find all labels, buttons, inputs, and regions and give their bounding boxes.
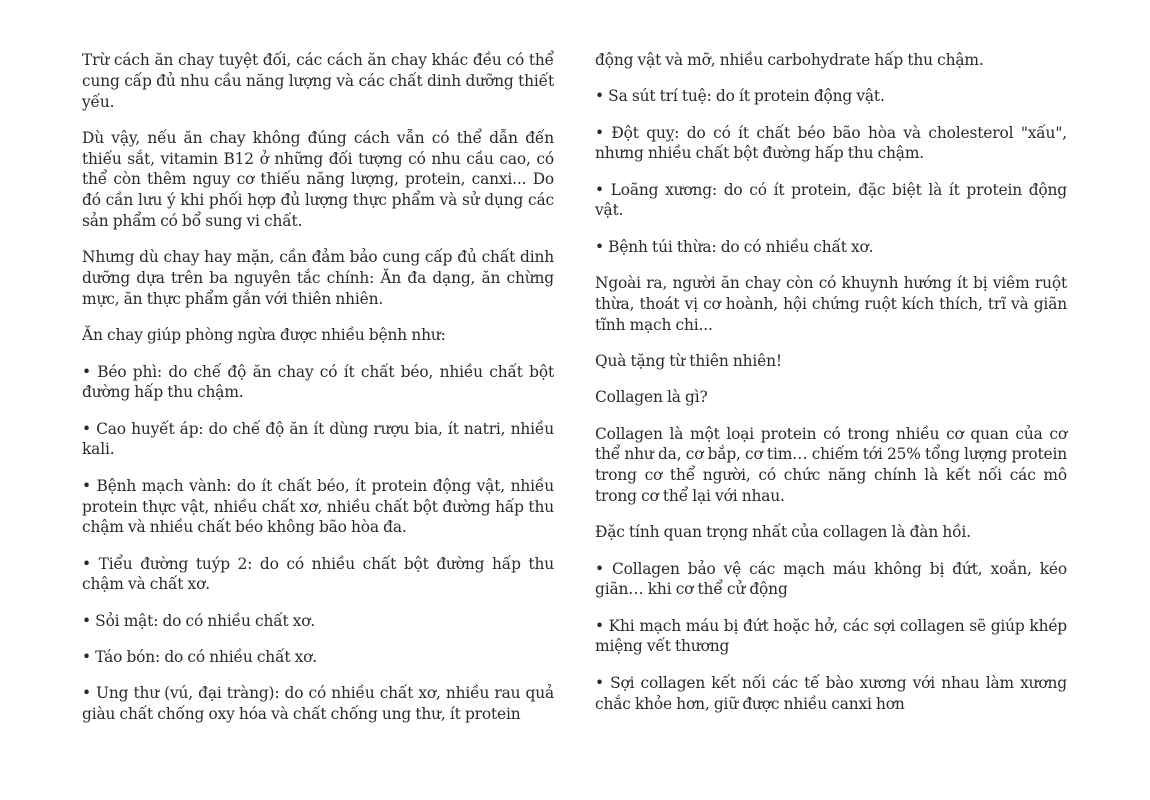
paragraph: Ăn chay giúp phòng ngừa được nhiều bệnh như: <box>82 326 446 345</box>
bullet-item: • Bệnh mạch vành: do ít chất béo, ít protein động vật, nhiều protein thực vật, nhiều chất xơ, nhiều chất bột đường hấp thu chậm và nhiều chất béo không bão hòa đa. <box>82 476 554 537</box>
bullet-item: • Khi mạch máu bị đứt hoặc hở, các sợi collagen sẽ giúp khép miệng vết thương <box>595 616 1067 656</box>
bullet-item: • Sa sút trí tuệ: do ít protein động vật. <box>595 87 885 106</box>
bullet-item: • Tiểu đường tuýp 2: do có nhiều chất bột đường hấp thu chậm và chất xơ. <box>82 554 554 594</box>
paragraph: Dù vậy, nếu ăn chay không đúng cách vẫn có thể dẫn đến thiếu sắt, vitamin B12 ở những đối tượng có nhu cầu cao, có thể còn thêm nguy cơ thiếu năng lượng, protein, canxi... Do đó cần lưu ý khi phối hợp đủ lượng thực phẩm và sử dụng các sản phẩm có bổ sung vi chất. <box>82 128 554 231</box>
section-heading: Quà tặng từ thiên nhiên! <box>595 351 782 370</box>
paragraph: Nhưng dù chay hay mặn, cần đảm bảo cung cấp đủ chất dinh dưỡng dựa trên ba nguyên tắc chính: Ăn đa dạng, ăn chừng mực, ăn thực phẩm gắn với thiên nhiên. <box>82 248 554 308</box>
bullet-item: • Cao huyết áp: do chế độ ăn ít dùng rượu bia, ít natri, nhiều kali. <box>82 419 554 459</box>
paragraph: Ngoài ra, người ăn chay còn có khuynh hướng ít bị viêm ruột thừa, thoát vị cơ hoành, hội chứng ruột kích thích, trĩ và giãn tĩnh mạch chi... <box>595 274 1067 334</box>
paragraph: Đặc tính quan trọng nhất của collagen là đàn hồi. <box>595 523 971 542</box>
bullet-item: • Bệnh túi thừa: do có nhiều chất xơ. <box>595 237 874 256</box>
bullet-item: • Đột quỵ: do có ít chất béo bão hòa và cholesterol "xấu", nhưng nhiều chất bột đường hấp thu chậm. <box>595 123 1067 163</box>
paragraph: động vật và mỡ, nhiều carbohydrate hấp thu chậm. <box>595 51 984 69</box>
bullet-item: • Sỏi mật: do có nhiều chất xơ. <box>82 611 316 630</box>
section-heading: Collagen là gì? <box>595 388 708 407</box>
bullet-item: • Ung thư (vú, đại tràng): do có nhiều chất xơ, nhiều rau quả giàu chất chống oxy hóa và chất chống ung thư, ít protein <box>82 684 554 724</box>
bullet-item: • Collagen bảo vệ các mạch máu không bị đứt, xoắn, kéo giãn… khi cơ thể cử động <box>595 559 1067 599</box>
bullet-item: • Sợi collagen kết nối các tế bào xương với nhau làm xương chắc khỏe hơn, giữ được nhiều canxi hơn <box>595 673 1067 713</box>
right-column <box>595 50 1067 730</box>
paragraph: Collagen là một loại protein có trong nhiều cơ quan của cơ thể như da, cơ bắp, cơ tim… chiếm tới 25% tổng lượng protein trong cơ thể người, có chức năng chính là kết nối các mô trong cơ thể lại với nhau. <box>595 424 1067 505</box>
bullet-item: • Loãng xương: do có ít protein, đặc biệt là ít protein động vật. <box>595 180 1067 220</box>
paragraph: Trừ cách ăn chay tuyệt đối, các cách ăn chay khác đều có thể cung cấp đủ nhu cầu năng lượng và các chất dinh dưỡng thiết yếu. <box>82 51 554 111</box>
bullet-item: • Táo bón: do có nhiều chất xơ. <box>82 648 318 667</box>
left-column <box>82 50 554 740</box>
bullet-item: • Béo phì: do chế độ ăn chay có ít chất béo, nhiều chất bột đường hấp thu chậm. <box>82 362 554 402</box>
